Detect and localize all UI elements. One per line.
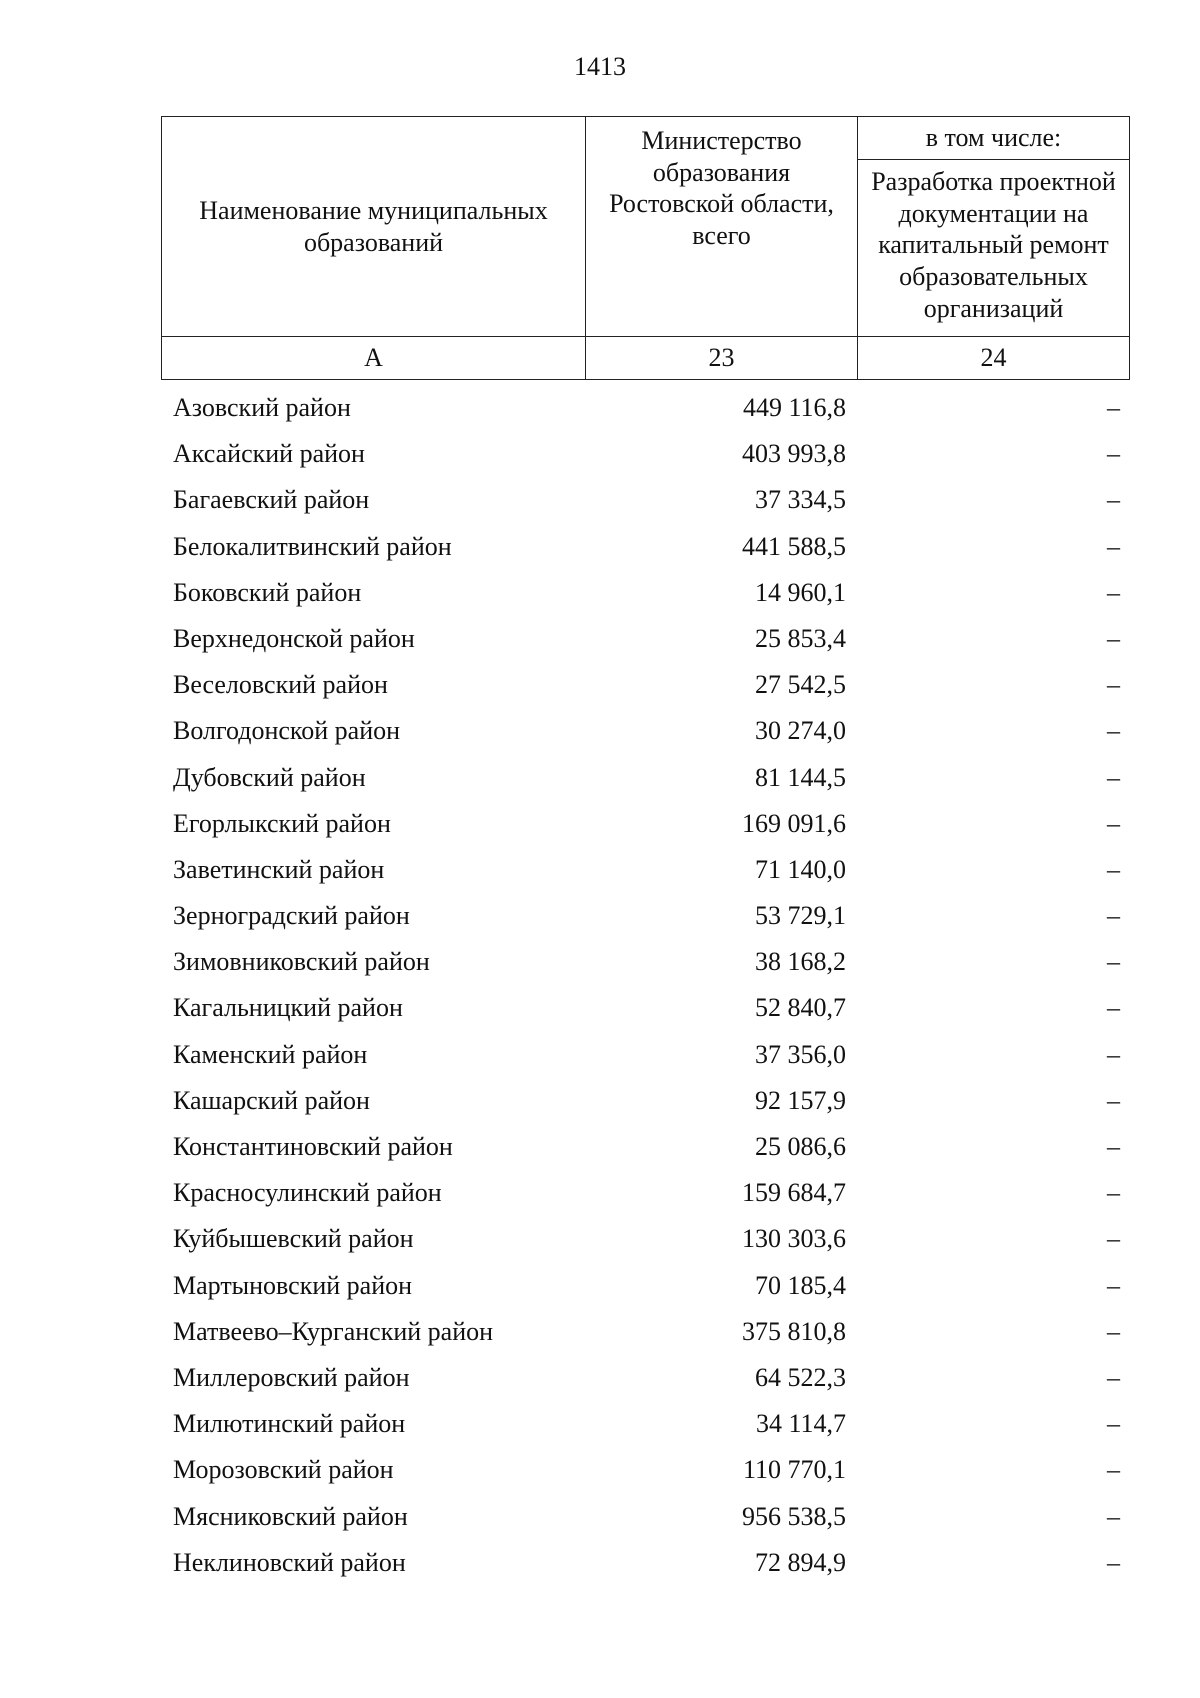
ministry-total-value: 30 274,0 (755, 716, 846, 746)
header-including: в том числе: (858, 117, 1130, 160)
municipality-name: Верхнедонской район (173, 623, 415, 653)
municipality-name: Волгодонской район (173, 716, 401, 746)
page-number: 1413 (574, 52, 626, 81)
municipality-name: Мясниковский район (173, 1501, 408, 1531)
municipality-name: Миллеровский район (173, 1362, 410, 1392)
municipality-name: Кашарский район (173, 1085, 370, 1115)
ministry-total-value: 169 091,6 (742, 808, 846, 838)
design-documentation-value: – (1107, 577, 1120, 607)
header-ministry-total: Министерство образования Ростовской области, всего (586, 117, 858, 337)
design-documentation-value: – (1107, 1547, 1120, 1577)
ministry-total-value: 38 168,2 (755, 947, 846, 977)
table-row (161, 989, 1130, 1035)
design-documentation-value: – (1107, 1455, 1120, 1485)
table-row (161, 1451, 1130, 1497)
table-row (161, 1267, 1130, 1313)
table-row (161, 1544, 1130, 1590)
municipality-name: Белокалитвинский район (173, 531, 452, 561)
index-col-design: 24 (858, 337, 1130, 380)
table-row (161, 1313, 1130, 1359)
table-row (161, 1036, 1130, 1082)
ministry-total-value: 25 853,4 (755, 623, 846, 653)
table-row (161, 1174, 1130, 1220)
design-documentation-value: – (1107, 531, 1120, 561)
design-documentation-value: – (1107, 485, 1120, 515)
table-row (161, 943, 1130, 989)
ministry-total-value: 27 542,5 (755, 670, 846, 700)
design-documentation-value: – (1107, 393, 1120, 422)
ministry-total-value: 130 303,6 (742, 1224, 846, 1254)
ministry-total-value: 81 144,5 (755, 762, 846, 792)
municipality-name: Каменский район (173, 1039, 368, 1069)
design-documentation-value: – (1107, 1501, 1120, 1531)
ministry-total-value: 37 356,0 (755, 1039, 846, 1069)
municipality-name: Зимовниковский район (173, 947, 430, 977)
ministry-total-value: 37 334,5 (755, 485, 846, 515)
municipality-name: Дубовский район (173, 762, 366, 792)
design-documentation-value: – (1107, 901, 1120, 931)
design-documentation-value: – (1107, 1224, 1120, 1254)
ministry-total-value: 53 729,1 (755, 901, 846, 931)
header-design-documentation: Разработка проектной документации на капитальный ремонт образовательных организаций (858, 160, 1130, 337)
design-documentation-value: – (1107, 1132, 1120, 1161)
index-col-name: А (162, 337, 586, 380)
ministry-total-value: 110 770,1 (742, 1455, 846, 1485)
municipality-name: Матвеево–Курганский район (173, 1316, 494, 1346)
index-col-total: 23 (586, 337, 858, 380)
design-documentation-value: – (1107, 1362, 1120, 1392)
design-documentation-value: – (1107, 854, 1120, 884)
table-row (161, 1405, 1130, 1451)
ministry-total-value: 64 522,3 (755, 1362, 846, 1392)
municipality-name: Веселовский район (173, 670, 388, 700)
design-documentation-value: – (1107, 623, 1120, 653)
design-documentation-value: – (1107, 1316, 1120, 1346)
municipality-name: Милютинский район (173, 1409, 406, 1439)
municipality-name: Егорлыкский район (173, 808, 391, 838)
design-documentation-value: – (1107, 1270, 1120, 1300)
ministry-total-value: 441 588,5 (742, 531, 846, 561)
table-row (161, 712, 1130, 758)
table-row (161, 574, 1130, 620)
table-body (161, 389, 1130, 1590)
table-row (161, 1128, 1130, 1174)
design-documentation-value: – (1107, 1178, 1120, 1208)
table-row (161, 805, 1130, 851)
table-row (161, 759, 1130, 805)
municipality-name: Зерноградский район (173, 901, 410, 931)
table-row (161, 851, 1130, 897)
design-documentation-value: – (1107, 439, 1120, 469)
table-row (161, 389, 1130, 435)
ministry-total-value: 92 157,9 (755, 1085, 846, 1115)
design-documentation-value: – (1107, 670, 1120, 700)
table-row (161, 481, 1130, 527)
ministry-total-value: 14 960,1 (755, 577, 846, 607)
ministry-total-value: 70 185,4 (755, 1270, 846, 1300)
ministry-total-value: 25 086,6 (755, 1132, 846, 1161)
design-documentation-value: – (1107, 1039, 1120, 1069)
ministry-total-value: 159 684,7 (742, 1178, 846, 1208)
ministry-total-value: 72 894,9 (755, 1547, 846, 1577)
table-row (161, 1220, 1130, 1266)
municipality-name: Куйбышевский район (173, 1224, 414, 1254)
design-documentation-value: – (1107, 808, 1120, 838)
table-row (161, 1498, 1130, 1544)
ministry-total-value: 449 116,8 (742, 393, 846, 422)
table-row (161, 1082, 1130, 1128)
ministry-total-value: 375 810,8 (742, 1316, 846, 1346)
municipality-name: Кагальницкий район (173, 993, 403, 1023)
municipality-name: Красносулинский район (173, 1178, 442, 1208)
table-row (161, 666, 1130, 712)
table-row (161, 435, 1130, 481)
ministry-total-value: 956 538,5 (742, 1501, 846, 1531)
table-row (161, 1359, 1130, 1405)
municipality-name: Азовский район (173, 393, 351, 422)
ministry-total-value: 52 840,7 (755, 993, 846, 1023)
municipality-name: Аксайский район (173, 439, 365, 469)
municipality-name: Багаевский район (173, 485, 370, 515)
design-documentation-value: – (1107, 716, 1120, 746)
municipality-name: Константиновский район (173, 1132, 453, 1161)
design-documentation-value: – (1107, 993, 1120, 1023)
table-row (161, 528, 1130, 574)
design-documentation-value: – (1107, 1409, 1120, 1439)
municipality-name: Морозовский район (173, 1455, 394, 1485)
ministry-total-value: 34 114,7 (755, 1409, 846, 1439)
municipality-name: Мартыновский район (173, 1270, 413, 1300)
table-header (161, 116, 1130, 380)
ministry-total-value: 71 140,0 (755, 854, 846, 884)
table-row (161, 897, 1130, 943)
municipality-name: Боковский район (173, 577, 362, 607)
municipality-name: Неклиновский район (173, 1547, 406, 1577)
table-row (161, 620, 1130, 666)
header-municipality-name: Наименование муниципальных образований (162, 117, 586, 337)
design-documentation-value: – (1107, 947, 1120, 977)
ministry-total-value: 403 993,8 (742, 439, 846, 469)
design-documentation-value: – (1107, 762, 1120, 792)
municipality-name: Заветинский район (173, 854, 385, 884)
design-documentation-value: – (1107, 1085, 1120, 1115)
